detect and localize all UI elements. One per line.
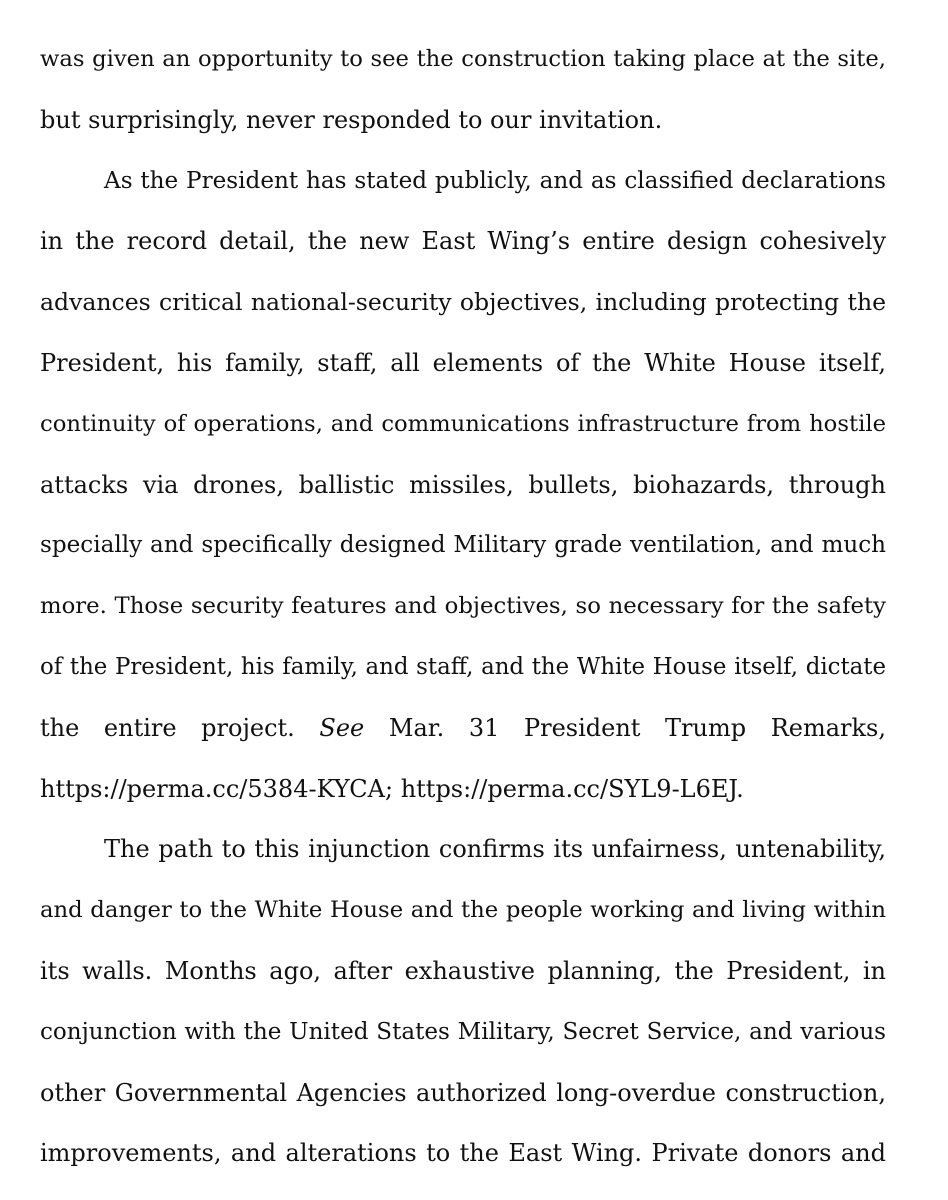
text-line: advances critical national-security objectives, including protecting the [40,288,886,317]
citation-links-line: https://perma.cc/5384-KYCA; https://perma.cc/SYL9-L6EJ. [40,774,744,803]
citation-text: the entire project. [40,713,320,742]
paragraph-start-line: The path to this injunction confirms its unfairness, untenability, [104,835,886,864]
text-line: continuity of operations, and communications infrastructure from hostile [40,410,886,437]
text-line: its walls. Months ago, after exhaustive planning, the President, in [40,956,886,985]
text-line: other Governmental Agencies authorized long-overdue construction, [40,1078,886,1107]
paragraph-start-line: As the President has stated publicly, and as classified declarations [104,167,886,194]
text-line: but surprisingly, never responded to our invitation. [40,105,663,134]
text-line: attacks via drones, ballistic missiles, bullets, biohazards, through [40,470,886,499]
text-line: President, his family, staff, all elements of the White House itself, [40,348,886,377]
citation-signal: See [319,713,365,742]
text-line: was given an opportunity to see the construction taking place at the site, [40,46,886,72]
document-page [40,29,886,1184]
text-line: specially and specifically designed Military grade ventilation, and much [40,532,886,559]
text-line: of the President, his family, and staff, and the White House itself, dictate [40,653,886,680]
text-line: in the record detail, the new East Wing’s entire design cohesively [40,227,886,256]
citation-text: Mar. 31 President Trump Remarks, [364,713,886,742]
text-line: improvements, and alterations to the East Wing. Private donors and [40,1139,886,1168]
text-line: conjunction with the United States Military, Secret Service, and various [40,1018,886,1045]
text-line: and danger to the White House and the people working and living within [40,897,886,924]
text-line: more. Those security features and objectives, so necessary for the safety [40,593,886,620]
citation-line [40,698,886,759]
